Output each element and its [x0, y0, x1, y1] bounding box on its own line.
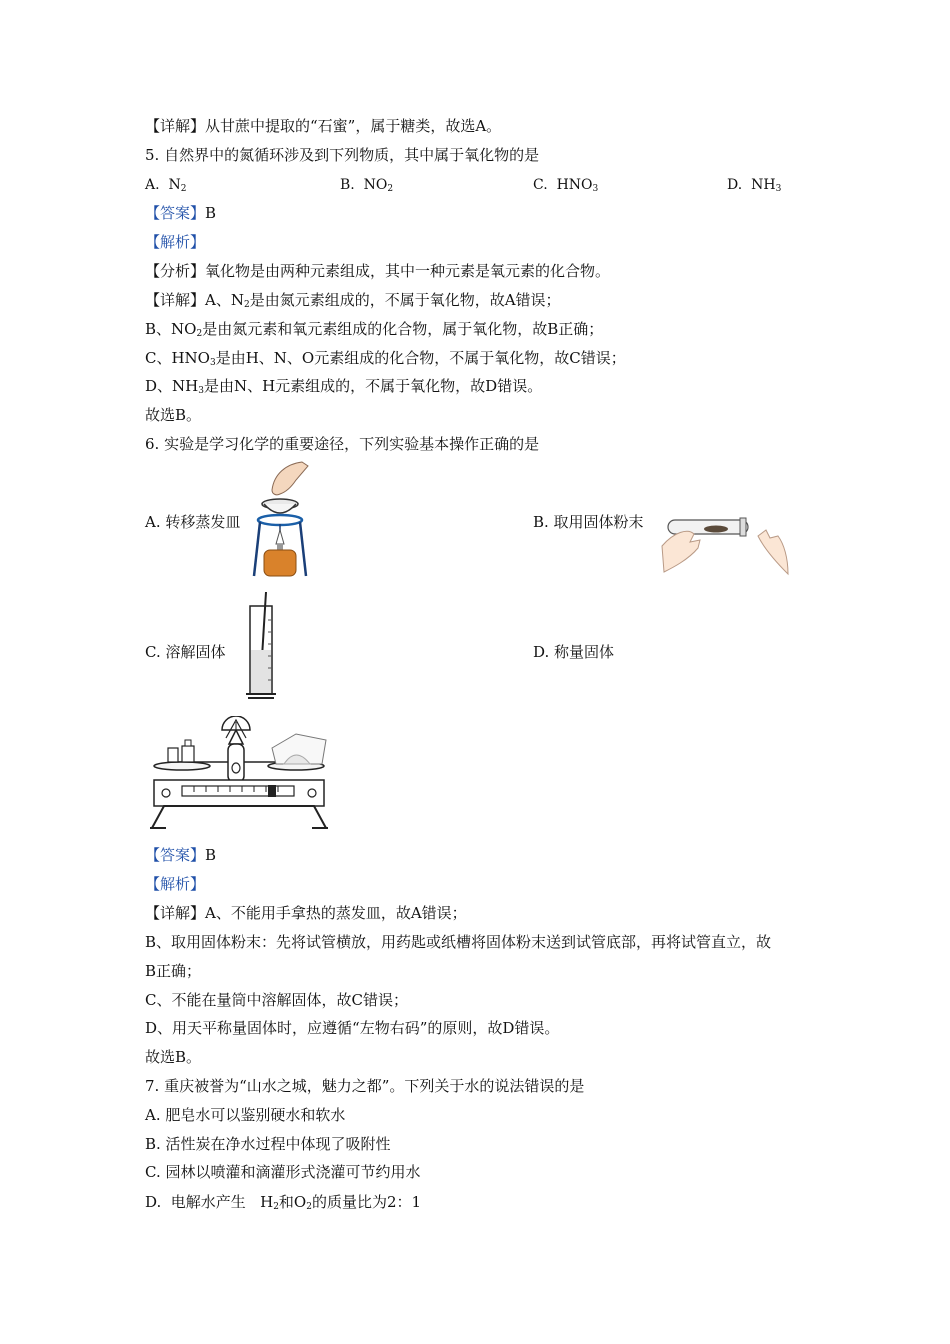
q5-answer: [145, 203, 216, 223]
answer-value: B: [205, 846, 217, 864]
graduated-cylinder-figure: [244, 590, 280, 706]
q5-conclusion: 故选B。: [145, 406, 202, 424]
q5-option-b: B. $NO_2$: [340, 177, 394, 194]
q5-detail-c: C、$HNO_3$是由H、N、O元素组成的化合物，不属于氧化物，故C错误；: [145, 349, 626, 368]
evaporating-dish-figure: [250, 460, 310, 578]
q5-detail-b: B、$NO_2$是由氮元素和氧元素组成的化合物，属于氧化物，故B正确；: [145, 320, 604, 339]
q6-option-c: C. 溶解固体: [145, 643, 226, 661]
q6-stem: 6. 实验是学习化学的重要途径，下列实验基本操作正确的是: [145, 435, 540, 453]
answer-tag: 【答案】: [145, 204, 206, 222]
q5-option-c: C. $HNO_3$: [533, 177, 599, 194]
q6-conclusion: 故选B。: [145, 1048, 202, 1066]
q7-option-d: D. 电解水产生 $H_2$和$O_2$的质量比为2：1: [145, 1193, 422, 1212]
q5-analysis-tag: 【解析】: [145, 233, 206, 251]
q5-stem: 5. 自然界中的氮循环涉及到下列物质，其中属于氧化物的是: [145, 146, 540, 164]
q6-option-b: B. 取用固体粉末: [533, 513, 644, 531]
balance-figure: [146, 716, 332, 832]
detail-text: 从甘蔗中提取的“石蜜”，属于糖类，故选A。: [205, 117, 502, 135]
q6-answer: [145, 845, 216, 865]
q6-option-d: D. 称量固体: [533, 643, 615, 661]
q4-detail: [145, 116, 501, 136]
q5-option-a: A. $N_2$: [145, 177, 187, 194]
q6-detail-c: C、不能在量筒中溶解固体，故C错误；: [145, 991, 408, 1009]
q6-analysis-tag: 【解析】: [145, 875, 206, 893]
answer-tag: 【答案】: [145, 846, 206, 864]
q5-fenxi: 【分析】氧化物是由两种元素组成，其中一种元素是氧元素的化合物。: [145, 262, 611, 280]
answer-value: B: [205, 204, 217, 222]
q6-detail-a: 【详解】A、不能用手拿热的蒸发皿，故A错误；: [145, 904, 467, 922]
detail-tag: 【详解】: [145, 117, 206, 135]
q5-detail-a: 【详解】A、$N_2$是由氮元素组成的，不属于氧化物，故A错误；: [145, 291, 561, 310]
q7-option-a: A. 肥皂水可以鉴别硬水和软水: [145, 1106, 346, 1124]
q7-stem: 7. 重庆被誉为“山水之城，魅力之都”。下列关于水的说法错误的是: [145, 1077, 585, 1095]
q5-option-d: D. $NH_3$: [727, 177, 782, 194]
q7-option-c: C. 园林以喷灌和滴灌形式浇灌可节约用水: [145, 1163, 421, 1181]
q6-detail-b: B、取用固体粉末：先将试管横放，用药匙或纸槽将固体粉末送到试管底部，再将试管直立，故: [145, 933, 772, 951]
q7-option-b: B. 活性炭在净水过程中体现了吸附性: [145, 1135, 391, 1153]
q6-detail-d: D、用天平称量固体时，应遵循“左物右码”的原则，故D错误。: [145, 1019, 560, 1037]
q6-detail-b-cont: B正确；: [145, 962, 202, 980]
q5-detail-d: D、$NH_3$是由N、H元素组成的，不属于氧化物，故D错误。: [145, 377, 543, 396]
test-tube-powder-figure: [660, 512, 790, 580]
q6-option-a: A. 转移蒸发皿: [145, 513, 241, 531]
